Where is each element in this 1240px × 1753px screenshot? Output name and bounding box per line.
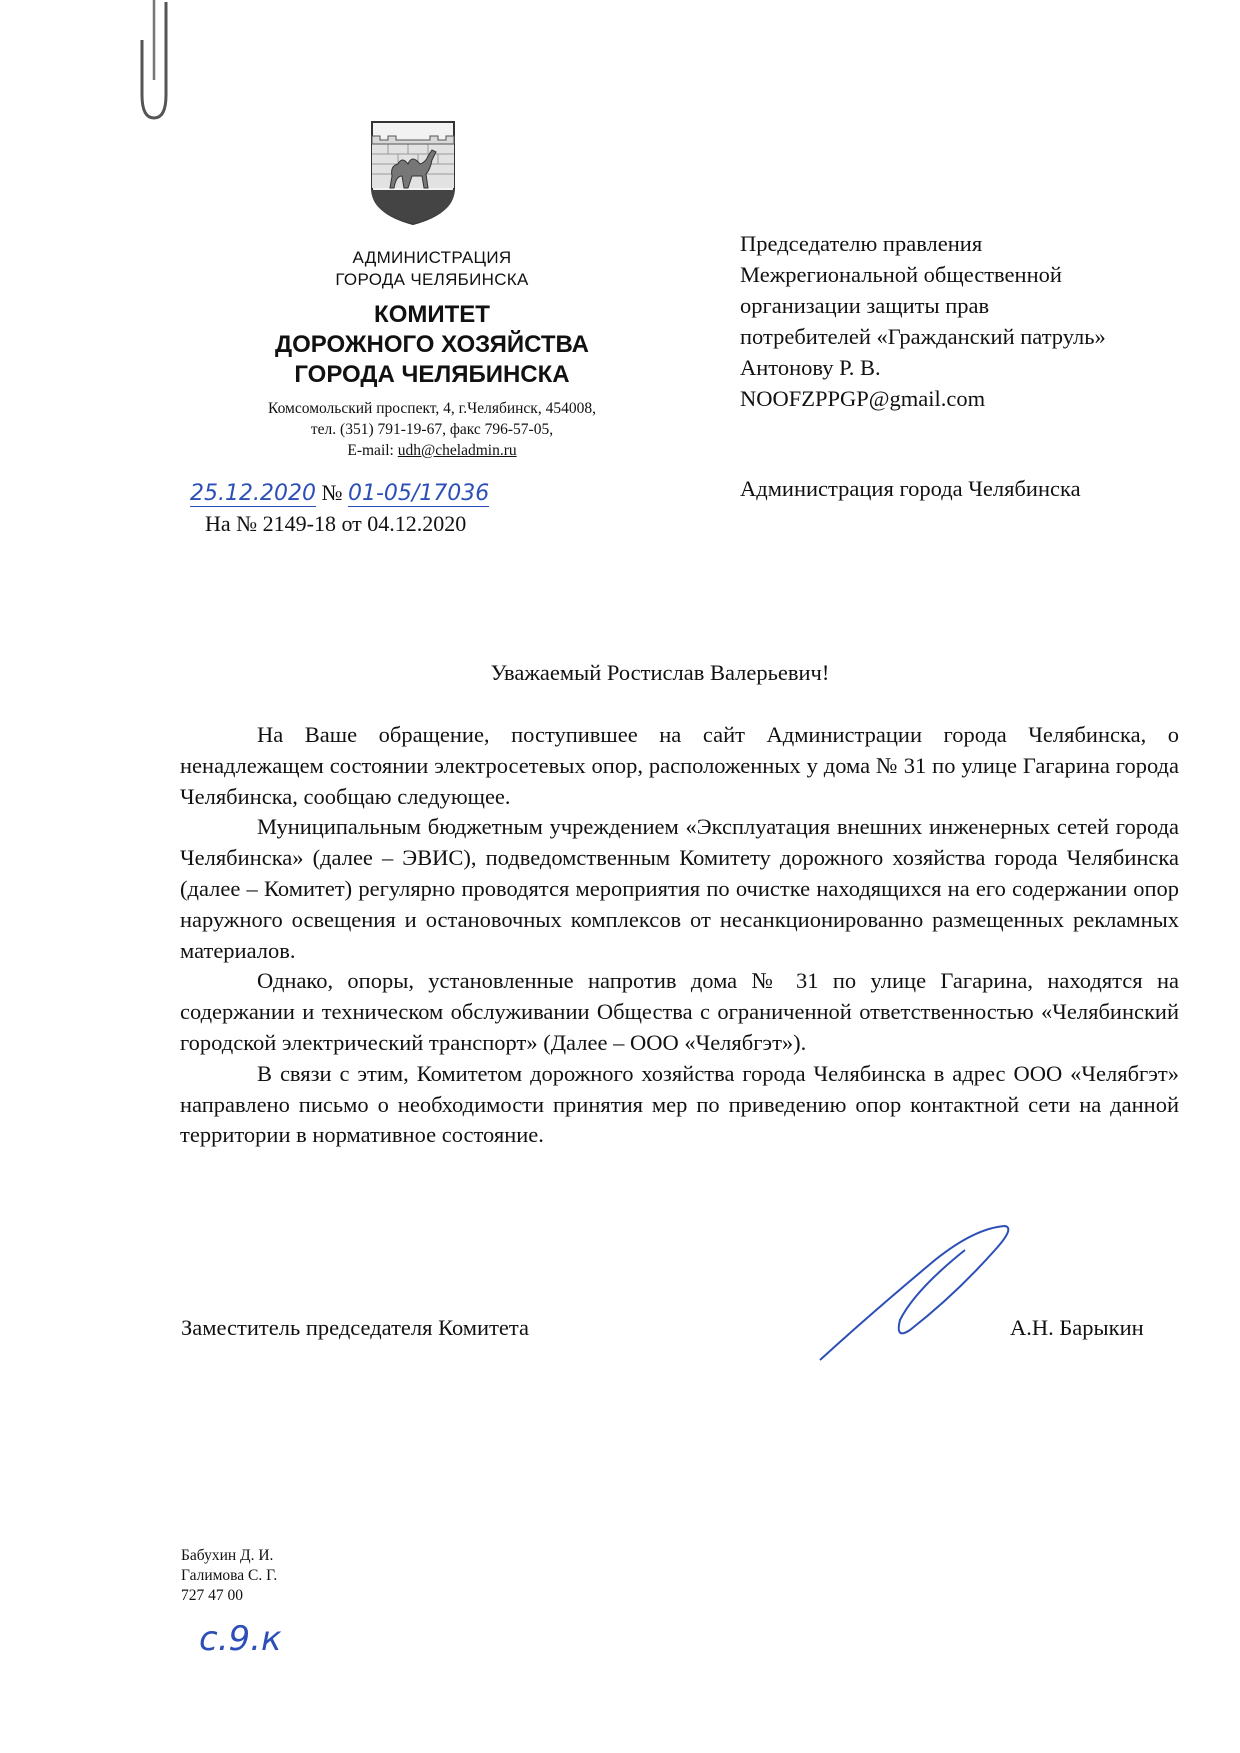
recipient-line2: Межрегиональной общественной [740,262,1062,287]
recipient-line1: Председателю правления [740,231,983,256]
recipient-block [740,228,1210,414]
administration-line: Администрация города Челябинска [740,476,1081,501]
administration-label-line1: АДМИНИСТРАЦИЯ [352,248,512,267]
address-line2: тел. (351) 791-19-67, факс 796-57-05, [310,421,554,438]
recipient-line3: организации защиты прав [740,293,990,318]
email-label: E-mail: [347,442,398,459]
paragraph-4: В связи с этим, Комитетом дорожного хозяйства города Челябинска в адрес ООО «Челябгэт» направлено письмо о необходимости принятия мер по приведению опор контактной сети на данной территории в нормативное состояние. [180,1060,1179,1148]
handwritten-date: 25.12.2020 [190,481,316,506]
paragraph-2: Муниципальным бюджетным учреждением «Эксплуатация внешних инженерных сетей города Челябинска» (далее – ЭВИС), подведомственным Комитету дорожного хозяйства города Челябинска (далее – Комитет) регулярно проводятся мероприятия по очистке находящихся на его содержании опор наружного освещения и остановочных комплексов от несанкционированно размещенных рекламных материалов. [180,814,1179,963]
letter-body [180,720,1179,1151]
paragraph-1: На Ваше обращение, поступившее на сайт Администрации города Челябинска, о ненадлежащем состоянии электросетевых опор, расположенных у дома № 31 по улице Гагарина города Челябинска, сообщаю следующее. [180,722,1179,809]
recipient-line4: потребителей «Гражданский патруль» [740,324,1106,349]
handwritten-number: 01-05/17036 [347,481,490,506]
recipient-email: NOOFZPPGP@gmail.com [740,386,986,411]
email-line [180,440,684,461]
administration-label-line2: ГОРОДА ЧЕЛЯБИНСКА [335,270,529,289]
greeting: Уважаемый Ростислав Валерьевич! [490,660,830,685]
committee-title-line1: КОМИТЕТ [374,301,490,328]
registration-line [190,480,489,506]
recipient-name: Антонову Р. В. [740,355,881,380]
email-link[interactable]: udh@cheladmin.ru [397,442,517,459]
number-sign: № [321,480,343,505]
coat-of-arms-icon [368,118,458,226]
reply-to-line: На № 2149-18 от 04.12.2020 [205,511,467,536]
committee-title-line2: ДОРОЖНОГО ХОЗЯЙСТВА [275,331,589,358]
contact-line2: Галимова С. Г. [181,1567,278,1584]
contact-phone: 727 47 00 [181,1587,243,1604]
committee-title-line3: ГОРОДА ЧЕЛЯБИНСКА [294,361,570,388]
signatory-name: А.Н. Барыкин [1010,1315,1144,1340]
contact-block [181,1546,277,1606]
handwritten-note-text: с.9.к [199,1619,282,1659]
contact-line1: Бабухин Д. И. [181,1547,274,1564]
paragraph-3: Однако, опоры, установленные напротив дома № 31 по улице Гагарина, находятся на содержании и техническом обслуживании Общества с ограниченной ответственностью «Челябинский городской электрический транспорт» (Далее – ООО «Челябгэт»). [180,968,1179,1055]
paper-clip-icon [138,0,198,130]
handwritten-note [195,1610,325,1665]
handwritten-signature [815,1220,1025,1365]
address-line1: Комсомольский проспект, 4, г.Челябинск, 454008, [268,400,596,417]
signatory-title: Заместитель председателя Комитета [181,1315,529,1340]
